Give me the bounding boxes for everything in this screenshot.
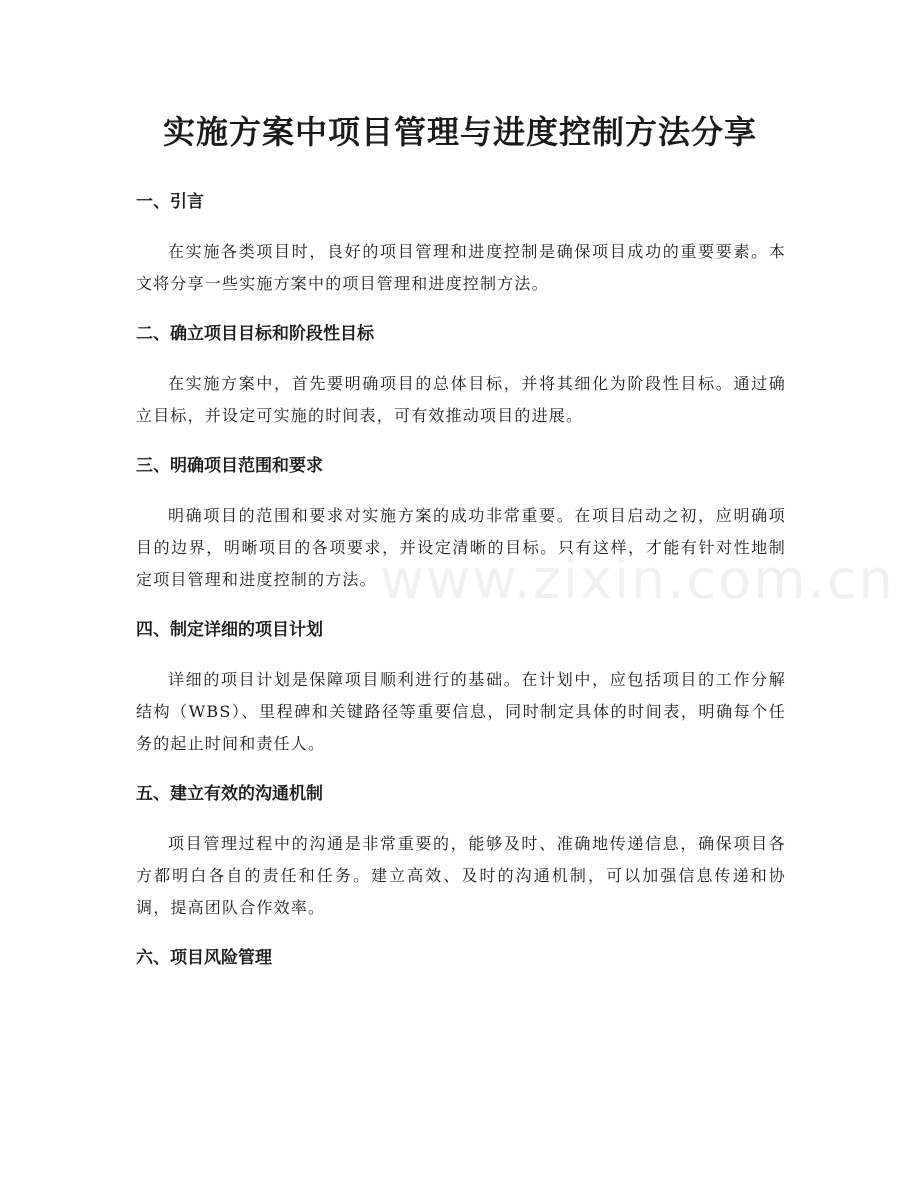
section-heading: 六、项目风险管理 — [136, 948, 272, 968]
section-paragraph: 项目管理过程中的沟通是非常重要的，能够及时、准确地传递信息，确保项目各方都明白各自的责任和任务。建立高效、及时的沟通机制，可以加强信息传递和协调，提高团队合作效率。 — [136, 834, 786, 917]
page-title: 实施方案中项目管理与进度控制方法分享 — [162, 113, 757, 151]
section-heading: 三、明确项目范围和要求 — [136, 456, 323, 476]
section-scope — [136, 448, 786, 596]
section-heading: 一、引言 — [136, 192, 204, 212]
section-heading: 二、确立项目目标和阶段性目标 — [136, 324, 374, 344]
section-heading: 五、建立有效的沟通机制 — [136, 784, 323, 804]
section-intro — [136, 184, 786, 300]
section-paragraph: 明确项目的范围和要求对实施方案的成功非常重要。在项目启动之初，应明确项目的边界，明晰项目的各项要求，并设定清晰的目标。只有这样，才能有针对性地制定项目管理和进度控制的方法。 — [136, 506, 786, 589]
section-heading: 四、制定详细的项目计划 — [136, 620, 323, 640]
section-paragraph: 在实施方案中，首先要明确项目的总体目标，并将其细化为阶段性目标。通过确立目标，并设定可实施的时间表，可有效推动项目的进展。 — [136, 374, 786, 425]
document-body — [136, 184, 786, 992]
section-plan — [136, 612, 786, 760]
watermark: www.zixin.com.cn — [380, 548, 895, 611]
section-communication — [136, 776, 786, 924]
section-goals — [136, 316, 786, 432]
section-paragraph: 在实施各类项目时，良好的项目管理和进度控制是确保项目成功的重要要素。本文将分享一些实施方案中的项目管理和进度控制方法。 — [136, 242, 786, 293]
section-risk — [136, 940, 786, 976]
section-paragraph: 详细的项目计划是保障项目顺利进行的基础。在计划中，应包括项目的工作分解结构（WBS）、里程碑和关键路径等重要信息，同时制定具体的时间表，明确每个任务的起止时间和责任人。 — [136, 670, 786, 753]
